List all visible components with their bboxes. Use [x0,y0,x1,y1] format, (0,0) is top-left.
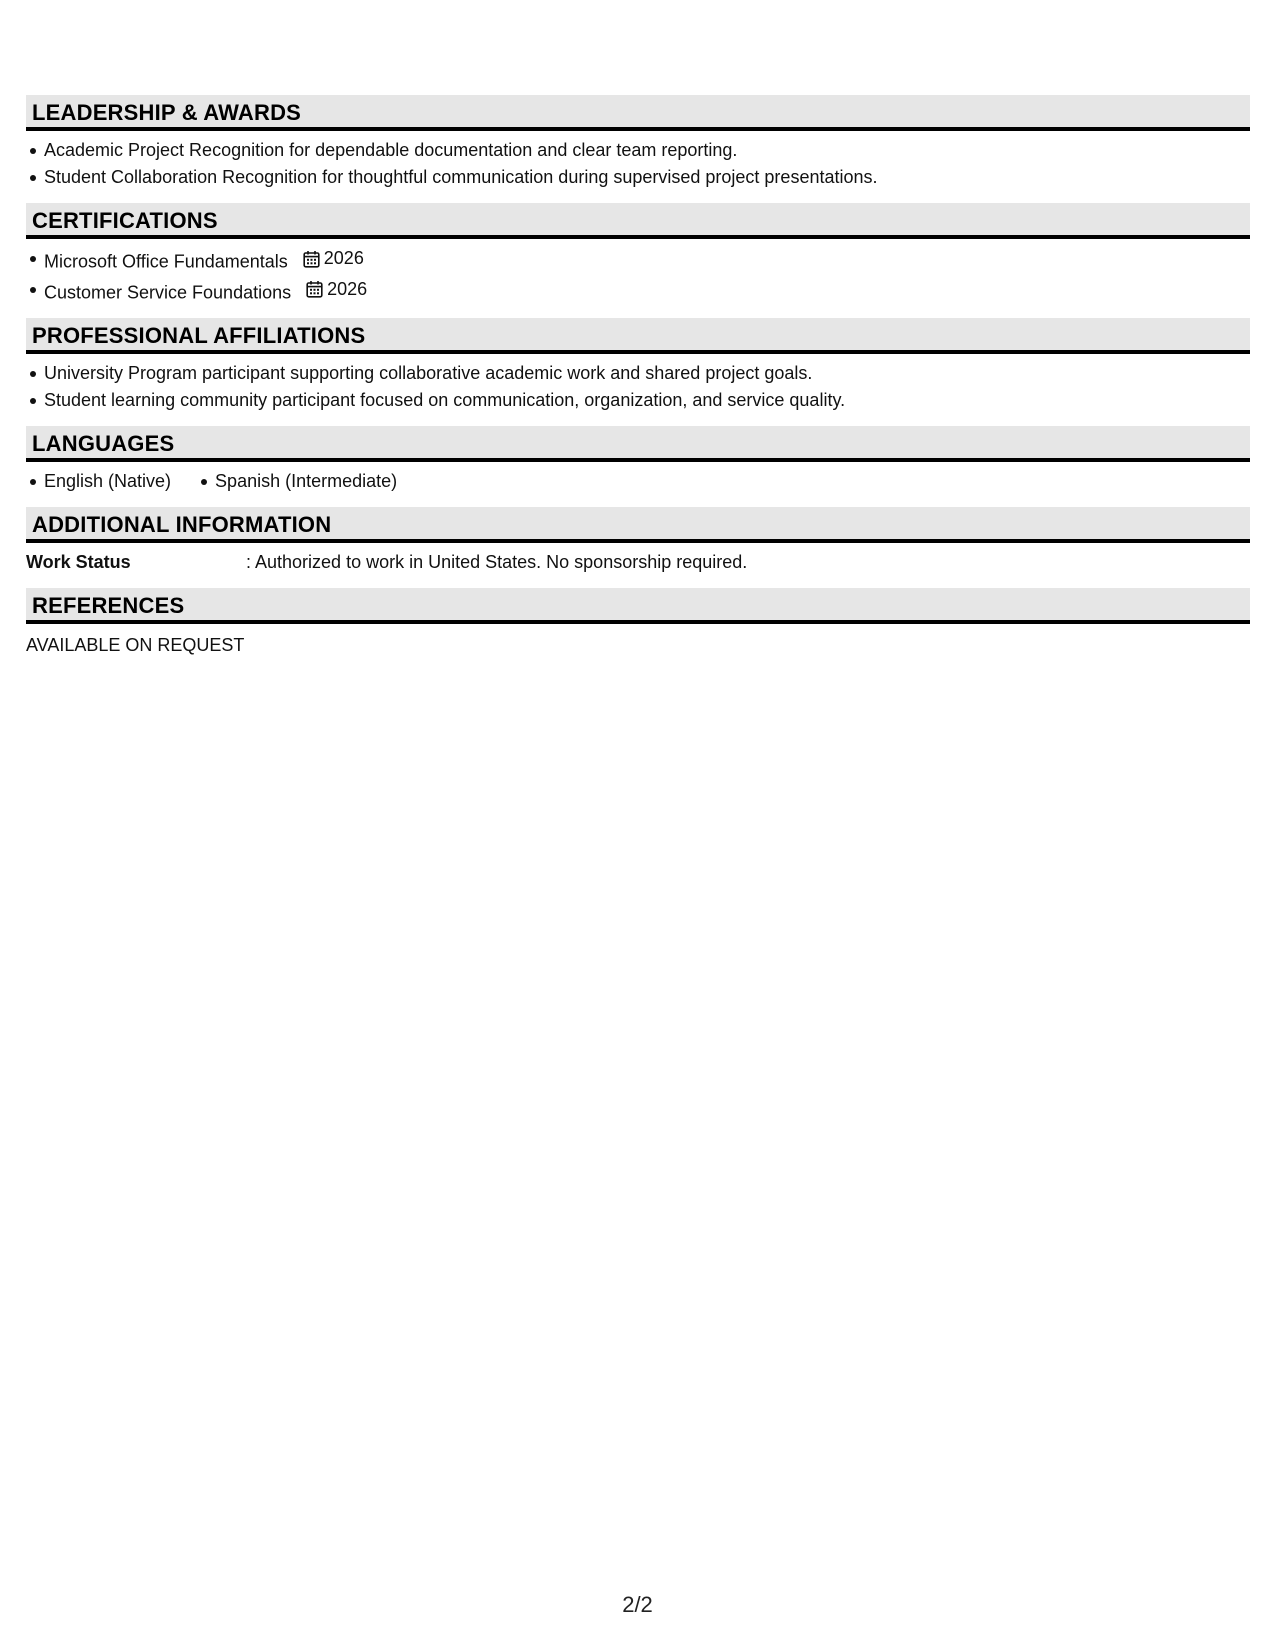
section-header [26,507,1250,543]
section-header [26,95,1250,131]
section-languages [26,426,1250,495]
certification-year: 2026 [327,278,368,299]
certification-name: Microsoft Office Fundamentals [44,251,288,272]
section-header [26,318,1250,354]
list-item: Spanish (Intermediate) [215,468,397,495]
section-header [26,426,1250,462]
page-number: 2/2 [622,1592,653,1617]
section-header [26,588,1250,624]
certification-name: Customer Service Foundations [44,282,292,302]
list-item [44,276,1250,307]
list-item [44,245,1250,276]
section-title: REFERENCES [32,593,185,618]
certification-list [26,245,1250,306]
certification-date [303,245,364,272]
list-item: University Program participant supporting collaborative academic work and shared project goals. [44,360,1250,387]
list-item: Student Collaboration Recognition for thoughtful communication during supervised project presentations. [44,164,1250,191]
section-additional-information [26,507,1250,576]
list-item: Academic Project Recognition for dependable documentation and clear team reporting. [44,137,1250,164]
section-references [26,588,1250,659]
certification-year: 2026 [323,248,364,268]
work-status-label: Work Status [26,552,131,572]
section-header [26,203,1250,239]
certification-date [306,276,367,303]
section-professional-affiliations [26,318,1250,414]
language-list [26,468,1250,495]
work-status-value: : Authorized to work in United States. No sponsorship required. [246,552,748,572]
affiliation-list [26,360,1250,414]
section-title: ADDITIONAL INFORMATION [32,512,332,537]
section-title: CERTIFICATIONS [32,208,218,233]
references-text: AVAILABLE ON REQUEST [26,635,245,655]
calendar-icon [306,280,323,298]
section-leadership-awards [26,95,1250,191]
section-title: LEADERSHIP & AWARDS [32,100,302,125]
list-item: Student learning community participant focused on communication, organization, and service quality. [44,387,1250,414]
calendar-icon [303,250,320,268]
award-list [26,137,1250,191]
section-certifications [26,203,1250,306]
section-title: PROFESSIONAL AFFILIATIONS [32,323,366,348]
section-title: LANGUAGES [32,431,175,456]
list-item: English (Native) [44,468,171,495]
work-status-row [26,549,1250,576]
resume-page [26,95,1250,671]
